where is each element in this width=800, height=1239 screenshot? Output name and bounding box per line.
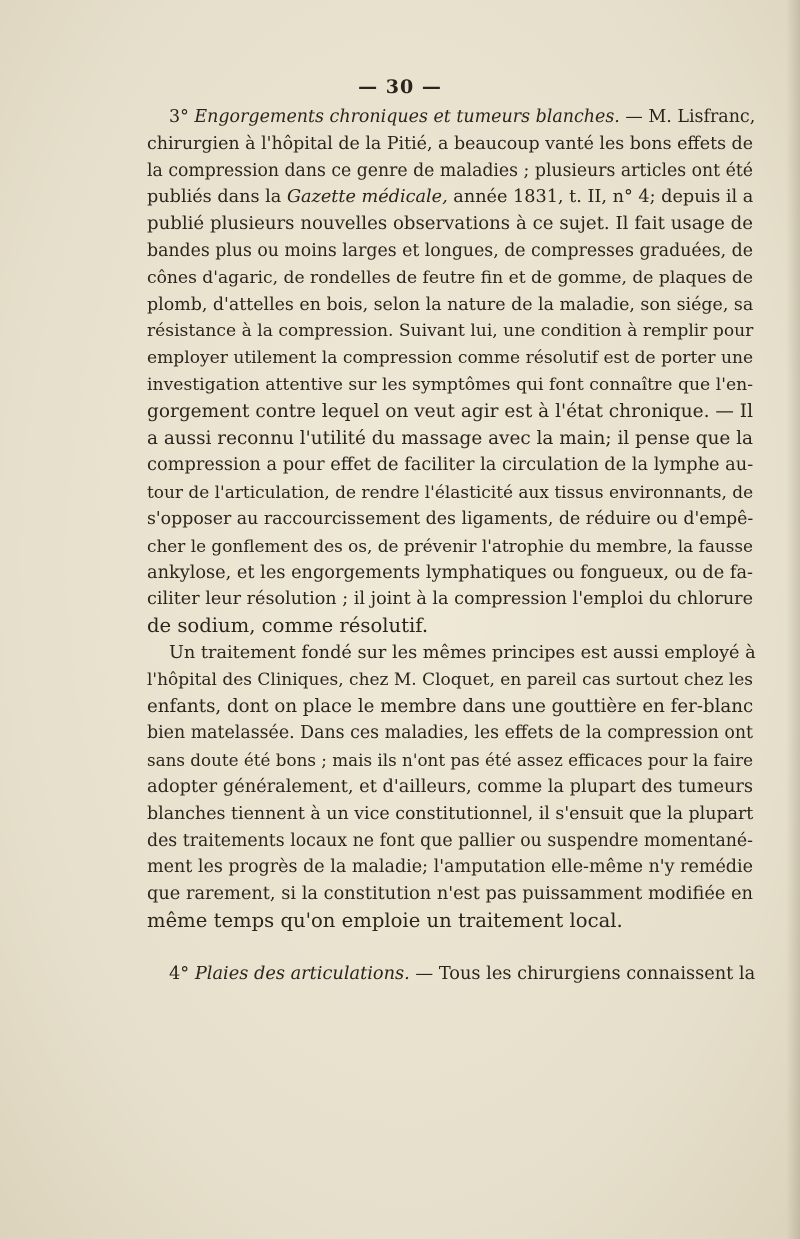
text-line: enfants, dont on place le membre dans une gouttière en fer-blanc [147,695,754,717]
text-line: cônes d'agaric, de rondelles de feutre fin et de gomme, de plaques de [147,267,753,288]
text-line: ment les progrès de la maladie; l'amputation elle-même n'y remédie [147,857,753,878]
text-line: cher le gonflement des os, de prévenir l'atrophie du membre, la fausse [147,535,754,556]
text-line: ankylose, et les engorgements lymphatiques ou fongueux, ou de fa- [147,562,753,583]
text-line: blanches tiennent à un vice constitutionnel, il s'ensuit que la plupart [147,803,754,824]
text-line: employer utilement la compression comme résolutif est de porter une [147,348,754,369]
text-line: sans doute été bons ; mais ils n'ont pas été assez efficaces pour la faire [147,750,753,771]
text-line: des traitements locaux ne font que pallier ou suspendre momentané- [147,830,753,851]
text-line: tour de l'articulation, de rendre l'élasticité aux tissus environnants, de [147,482,754,503]
text-line: bandes plus ou moins larges et longues, de compresses graduées, de [147,240,753,261]
section-4-heading-line: 4° Plaies des articulations. — Tous les chirurgiens connaissent la [169,963,756,984]
text-line: gorgement contre lequel on veut agir est à l'état chronique. — Il [147,400,753,422]
text-line: ciliter leur résolution ; il joint à la compression l'emploi du chlorure [147,589,753,610]
section-4-number: 4° [169,963,190,984]
section-3-title: Engorgements chroniques et tumeurs blanches. [194,107,620,127]
body-text [147,104,756,988]
text-line: que rarement, si la constitution n'est pas puissamment modifiée en [147,884,753,905]
journal-title: Gazette médicale, [286,187,448,208]
text-line: publiés dans la Gazette médicale, année 1831, t. II, n° 4; depuis il a [147,187,754,208]
section-spacer [147,935,753,961]
text-line: même temps qu'on emploie un traitement local. [147,908,623,932]
text-line: bien matelassée. Dans ces maladies, les effets de la compression ont [147,723,753,744]
text-line: publié plusieurs nouvelles observations à ce sujet. Il fait usage de [147,213,753,235]
text-line: s'opposer au raccourcissement des ligaments, de réduire ou d'empê- [147,508,754,529]
text-line: chirurgien à l'hôpital de la Pitié, a beaucoup vanté les bons effets de [147,133,753,154]
text-line: a aussi reconnu l'utilité du massage avec la main; il pense que la [147,427,754,449]
text-line: Un traitement fondé sur les mêmes principes est aussi employé à [169,642,756,663]
text-line: de sodium, comme résolutif. [147,614,429,638]
text-line: l'hôpital des Cliniques, chez M. Cloquet, en pareil cas surtout chez les [147,669,753,690]
page-number: — 30 — [358,76,442,98]
text-line: plomb, d'attelles en bois, selon la nature de la maladie, son siége, sa [147,294,754,315]
section-3-number: 3° [169,107,189,127]
text-line: compression a pour effet de faciliter la circulation de la lymphe au- [147,455,754,476]
text-line: la compression dans ce genre de maladies ; plusieurs articles ont été [147,160,753,181]
text-line: investigation attentive sur les symptômes qui font connaître que l'en- [147,374,753,395]
section-3-heading-line: 3° Engorgements chroniques et tumeurs blanches. — M. Lisfranc, [169,107,756,127]
text-line: adopter généralement, et d'ailleurs, comme la plupart des tumeurs [147,775,754,797]
text-line: résistance à la compression. Suivant lui, une condition à remplir pour [147,321,754,342]
section-4-title: Plaies des articulations. [194,963,410,984]
